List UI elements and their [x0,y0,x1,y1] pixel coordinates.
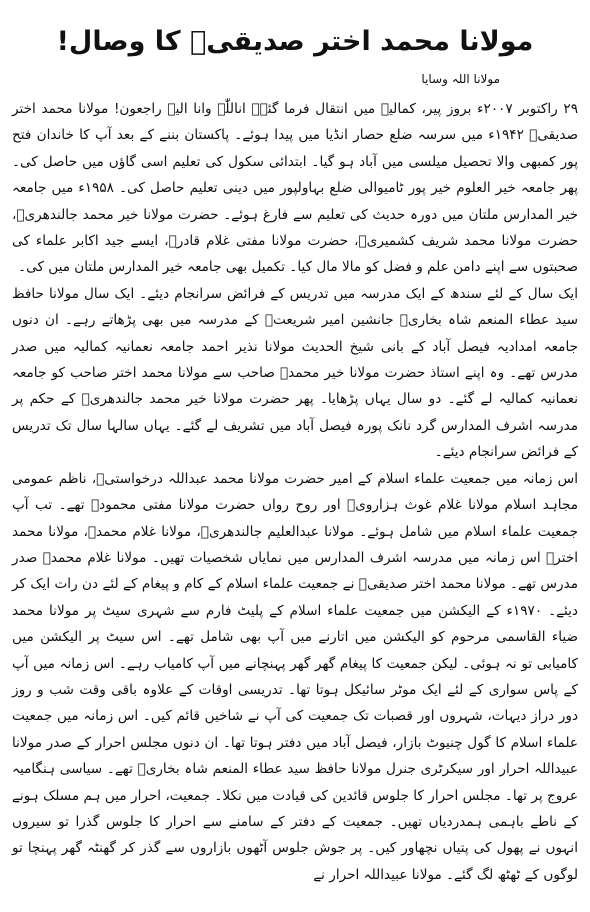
article-byline: مولانا اللہ وسایا [421,72,500,86]
article-title: مولانا محمد اختر صدیقیؒ کا وصال! [56,26,534,57]
article-paragraph: ۲۹ راکتوبر ۲۰۰۷ء بروز پیر، کمالیہ میں انتقال فرما گئے۔ اناللّٰہ وانا الیہ راجعون! مولانا محمد اختر صدیقیؒ ۱۹۴۲ء میں سرسہ ضلع حصار انڈیا میں پیدا ہوئے۔ پاکستان بننے کے بعد آپ کا خاندان فتح پور کمبھی والا تحصیل میلسی میں آباد ہو گیا۔ ابتدائی سکول کی تعلیم اسی گاؤں میں حاصل کی۔ پھر جامعہ خیر العلوم خیر پور ٹامیوالی ضلع بہاولپور میں دینی تعلیم حاصل کی۔ ۱۹۵۸ء میں جامعہ خیر المدارس ملتان میں دورہ حدیث کی تعلیم سے فارغ ہوئے۔ حضرت مولانا خیر محمد جالندھریؒ، حضرت مولانا محمد شریف کشمیریؒ، حضرت مولانا مفتی غلام قادرؒ، ایسے جید اکابر علماء کی صحبتوں سے اپنے دامن علم و فضل کو مالا مال کیا۔ تکمیل بھی جامعہ خیر المدارس ملتان میں کی۔ [12,101,578,276]
article-body [12,96,578,888]
article-paragraph: اس زمانہ میں جمعیت علماء اسلام کے امیر حضرت مولانا محمد عبداللہ درخواستیؒ، ناظم عمومی مجاہد اسلام مولانا غلام غوث ہزارویؒ اور روح رواں حضرت مولانا مفتی محمودؒ تھے۔ تب آپ جمعیت علماء اسلام میں شامل ہوئے۔ مولانا عبدالعلیم جالندھریؒ، مولانا غلام محمدؒ، مولانا محمد اخترؒ اس زمانہ میں مدرسہ اشرف المدارس میں نمایاں شخصیات تھیں۔ مولانا غلام محمدؒ صدر مدرس تھے۔ مولانا محمد اختر صدیقیؒ نے جمعیت علماء اسلام کے کام و پیغام کے لئے دن رات ایک کر دیئے۔ ۱۹۷۰ء کے الیکشن میں جمعیت علماء اسلام کے پلیٹ فارم سے شہری سیٹ پر مولانا محمد ضیاء القاسمی مرحوم کو الیکشن میں اتارنے میں آپ بھی شامل تھے۔ اس سیٹ پر الیکشن میں کامیابی تو نہ ہوئی۔ لیکن جمعیت کا پیغام گھر گھر پہنچانے میں آپ کامیاب رہے۔ اس زمانہ میں آپ کے پاس سواری کے لئے ایک موٹر سائیکل ہوتا تھا۔ تدریسی اوقات کے علاوہ باقی وقت شب و روز دور دراز دیہات، شہروں اور قصبات تک جمعیت کی آپ نے شاخیں قائم کیں۔ اس زمانہ میں جمعیت علماء اسلام کا گول چنیوٹ بازار، فیصل آباد میں دفتر ہوتا تھا۔ ان دنوں مجلس احرار کے صدر مولانا عبیداللہ احرار اور سیکرٹری جنرل مولانا حافظ سید عطاء المنعم شاہ بخاریؒ تھے۔ سیاسی ہنگامیہ عروج پر تھا۔ مجلس احرار کا جلوس قائدین کی قیادت میں نکلا۔ جمعیت، احرار میں ہم مسلک ہونے کے ناطے باہمی ہمدردیاں تھیں۔ جمعیت کے دفتر کے سامنے سے احرار کا جلوس گذرا تو سیروں انہوں نے پھول کی پتیاں نچھاور کیں۔ پر جوش جلوس آٹھوں بازاروں سے گذر کر گھنٹہ گھر پہنچا تو لوگوں کے ٹھٹھ لگ گئے۔ مولانا عبیداللہ احرار نے [12,470,578,883]
article-paragraph: ایک سال کے لئے سندھ کے ایک مدرسہ میں تدریس کے فرائض سرانجام دیئے۔ ایک سال مولانا حافظ سید عطاء المنعم شاہ بخاریؒ جانشین امیر شریعتؒ کے مدرسہ میں بھی پڑھاتے رہے۔ ان دنوں جامعہ امدادیہ فیصل آباد کے بانی شیخ الحدیث مولانا نذیر احمد جامعہ نعمانیہ کمالیہ میں صدر مدرس تھے۔ وہ اپنے استاذ حضرت مولانا خیر محمدؒ صاحب سے مولانا محمد اختر صاحب کو جامعہ نعمانیہ کمالیہ لے گئے۔ دو سال یہاں پڑھایا۔ پھر حضرت مولانا خیر محمد جالندھریؒ کے حکم پر مدرسہ اشرف المدارس گرد نانک پورہ فیصل آباد میں تشریف لے گئے۔ یہاں سالہا سال تک تدریس کے فرائض سرانجام دیئے۔ [12,285,578,461]
